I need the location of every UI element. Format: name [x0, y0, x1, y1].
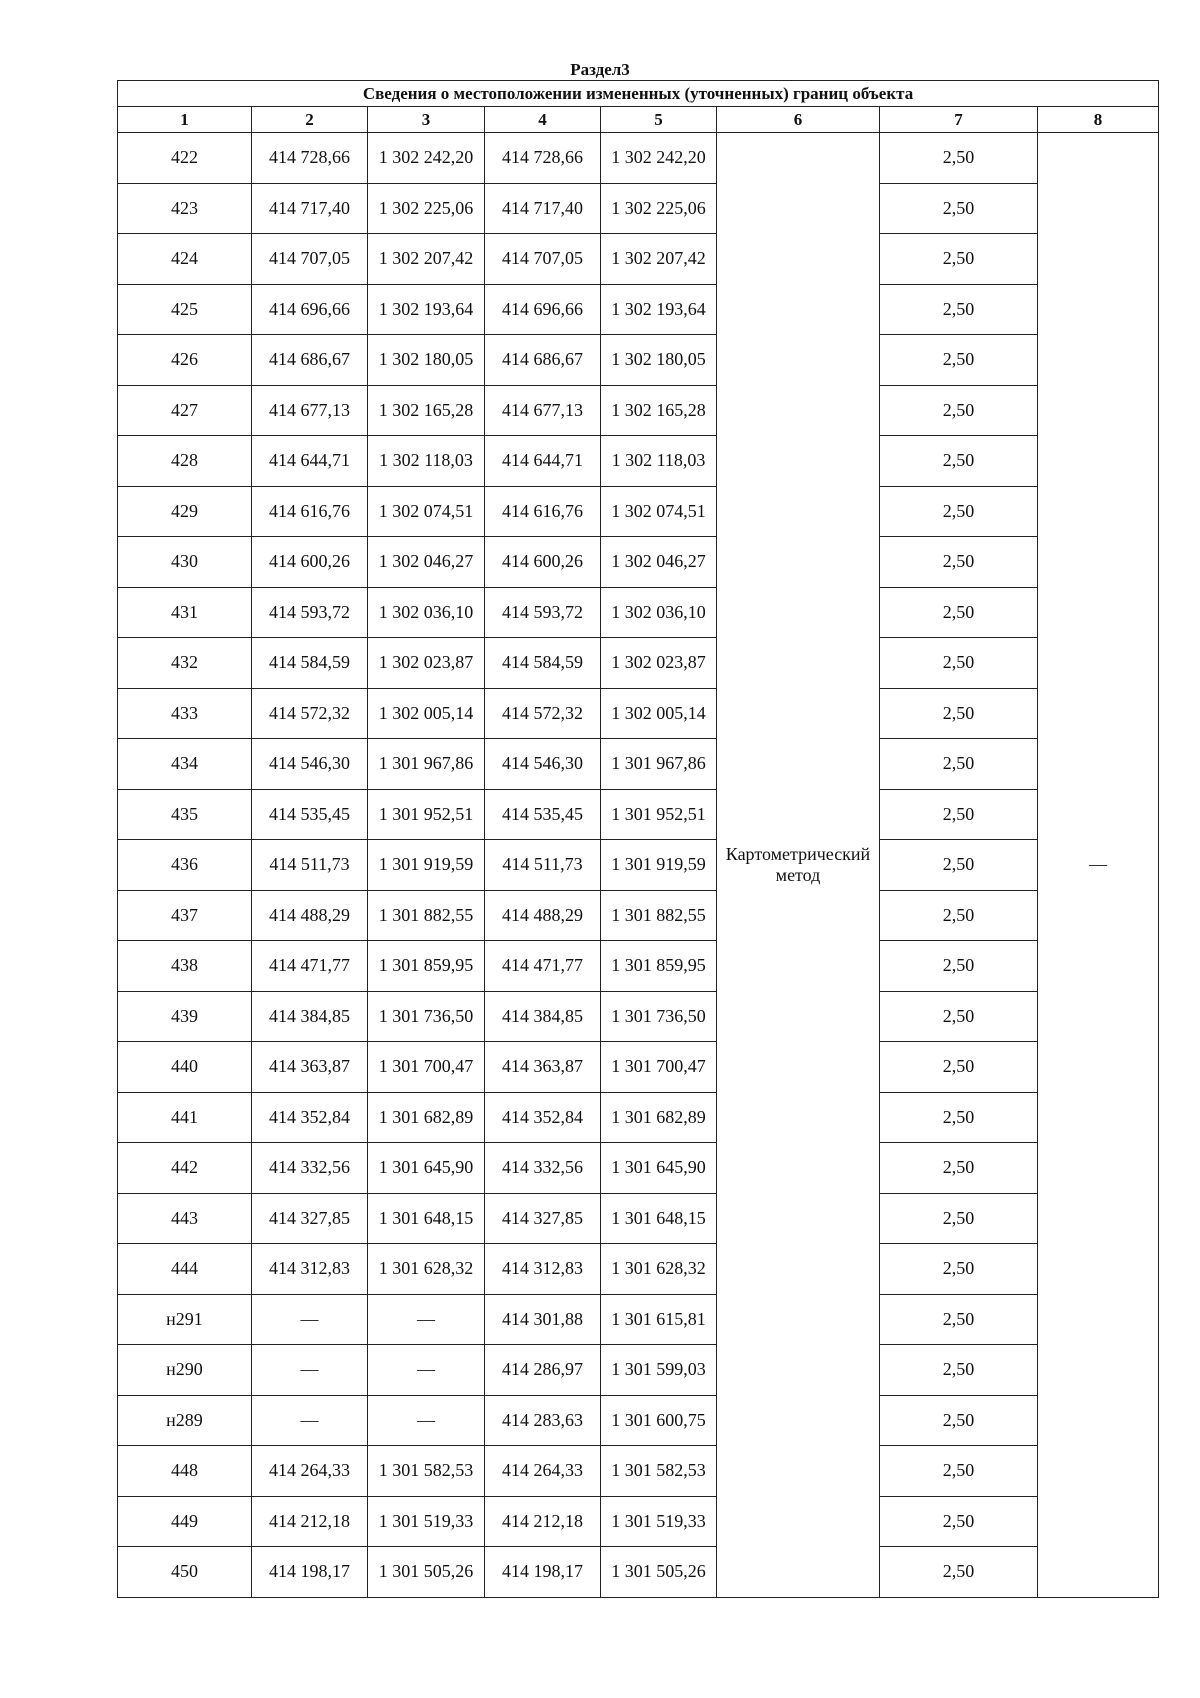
x-updated-cell: 414 283,63 [485, 1395, 601, 1446]
x-updated-cell: 414 384,85 [485, 991, 601, 1042]
table-row [118, 1446, 1159, 1497]
table-row [118, 991, 1159, 1042]
column-number-6: 6 [717, 107, 880, 133]
y-existing-cell: 1 302 036,10 [368, 587, 485, 638]
column-number-2: 2 [252, 107, 368, 133]
table-row [118, 840, 1159, 891]
table-row [118, 739, 1159, 790]
x-existing-cell: 414 312,83 [252, 1244, 368, 1295]
point-id-cell: н290 [118, 1345, 252, 1396]
x-existing-cell: 414 717,40 [252, 183, 368, 234]
y-updated-cell: 1 302 005,14 [601, 688, 717, 739]
accuracy-cell: 2,50 [880, 1294, 1038, 1345]
y-existing-cell: 1 302 118,03 [368, 436, 485, 487]
accuracy-cell: 2,50 [880, 183, 1038, 234]
y-updated-cell: 1 302 225,06 [601, 183, 717, 234]
x-existing-cell: 414 363,87 [252, 1042, 368, 1093]
table-row [118, 1092, 1159, 1143]
y-updated-cell: 1 302 207,42 [601, 234, 717, 285]
y-updated-cell: 1 302 180,05 [601, 335, 717, 386]
x-existing-cell: 414 677,13 [252, 385, 368, 436]
table-row [118, 133, 1159, 184]
table-row [118, 335, 1159, 386]
y-updated-cell: 1 302 242,20 [601, 133, 717, 184]
y-updated-cell: 1 301 700,47 [601, 1042, 717, 1093]
x-updated-cell: 414 363,87 [485, 1042, 601, 1093]
y-updated-cell: 1 301 645,90 [601, 1143, 717, 1194]
point-id-cell: 439 [118, 991, 252, 1042]
x-existing-cell: 414 352,84 [252, 1092, 368, 1143]
y-updated-cell: 1 302 036,10 [601, 587, 717, 638]
table-row [118, 1547, 1159, 1598]
table-row [118, 1345, 1159, 1396]
y-updated-cell: 1 301 648,15 [601, 1193, 717, 1244]
x-updated-cell: 414 312,83 [485, 1244, 601, 1295]
point-id-cell: 435 [118, 789, 252, 840]
table-row [118, 638, 1159, 689]
x-updated-cell: 414 332,56 [485, 1143, 601, 1194]
x-existing-cell: 414 728,66 [252, 133, 368, 184]
y-updated-cell: 1 301 519,33 [601, 1496, 717, 1547]
y-updated-cell: 1 301 882,55 [601, 890, 717, 941]
point-id-cell: 450 [118, 1547, 252, 1598]
table-row [118, 1395, 1159, 1446]
column-number-4: 4 [485, 107, 601, 133]
point-id-cell: 437 [118, 890, 252, 941]
x-existing-cell: — [252, 1345, 368, 1396]
x-updated-cell: 414 677,13 [485, 385, 601, 436]
accuracy-cell: 2,50 [880, 1143, 1038, 1194]
x-existing-cell: 414 212,18 [252, 1496, 368, 1547]
y-existing-cell: 1 301 582,53 [368, 1446, 485, 1497]
point-id-cell: 443 [118, 1193, 252, 1244]
x-updated-cell: 414 593,72 [485, 587, 601, 638]
y-existing-cell: 1 301 967,86 [368, 739, 485, 790]
y-updated-cell: 1 302 074,51 [601, 486, 717, 537]
accuracy-cell: 2,50 [880, 789, 1038, 840]
point-id-cell: 432 [118, 638, 252, 689]
accuracy-cell: 2,50 [880, 385, 1038, 436]
accuracy-cell: 2,50 [880, 284, 1038, 335]
x-updated-cell: 414 352,84 [485, 1092, 601, 1143]
accuracy-cell: 2,50 [880, 1193, 1038, 1244]
x-updated-cell: 414 717,40 [485, 183, 601, 234]
point-id-cell: 440 [118, 1042, 252, 1093]
point-id-cell: н291 [118, 1294, 252, 1345]
y-updated-cell: 1 301 919,59 [601, 840, 717, 891]
accuracy-cell: 2,50 [880, 991, 1038, 1042]
table-row [118, 284, 1159, 335]
point-id-cell: 448 [118, 1446, 252, 1497]
x-updated-cell: 414 511,73 [485, 840, 601, 891]
point-id-cell: 436 [118, 840, 252, 891]
y-existing-cell: 1 301 736,50 [368, 991, 485, 1042]
column-number-3: 3 [368, 107, 485, 133]
point-id-cell: 423 [118, 183, 252, 234]
y-existing-cell: 1 302 207,42 [368, 234, 485, 285]
x-updated-cell: 414 488,29 [485, 890, 601, 941]
y-updated-cell: 1 302 193,64 [601, 284, 717, 335]
point-id-cell: 444 [118, 1244, 252, 1295]
x-updated-cell: 414 198,17 [485, 1547, 601, 1598]
accuracy-cell: 2,50 [880, 335, 1038, 386]
column-number-1: 1 [118, 107, 252, 133]
point-id-cell: н289 [118, 1395, 252, 1446]
accuracy-cell: 2,50 [880, 638, 1038, 689]
y-existing-cell: 1 301 505,26 [368, 1547, 485, 1598]
table-row [118, 385, 1159, 436]
accuracy-cell: 2,50 [880, 688, 1038, 739]
y-existing-cell: 1 302 165,28 [368, 385, 485, 436]
accuracy-cell: 2,50 [880, 1042, 1038, 1093]
accuracy-cell: 2,50 [880, 739, 1038, 790]
table-row [118, 1244, 1159, 1295]
y-existing-cell: 1 301 648,15 [368, 1193, 485, 1244]
accuracy-cell: 2,50 [880, 234, 1038, 285]
y-updated-cell: 1 301 600,75 [601, 1395, 717, 1446]
x-updated-cell: 414 696,66 [485, 284, 601, 335]
table-row [118, 1294, 1159, 1345]
x-updated-cell: 414 584,59 [485, 638, 601, 689]
section-heading: Раздел3 [570, 60, 630, 79]
x-existing-cell: 414 584,59 [252, 638, 368, 689]
table-row [118, 1143, 1159, 1194]
table-row [118, 587, 1159, 638]
accuracy-cell: 2,50 [880, 1547, 1038, 1598]
point-id-cell: 429 [118, 486, 252, 537]
note-cell: — [1038, 133, 1159, 1598]
y-existing-cell: 1 302 225,06 [368, 183, 485, 234]
x-existing-cell: 414 535,45 [252, 789, 368, 840]
y-updated-cell: 1 301 615,81 [601, 1294, 717, 1345]
table-row [118, 789, 1159, 840]
y-existing-cell: 1 301 882,55 [368, 890, 485, 941]
table-row [118, 1042, 1159, 1093]
point-id-cell: 426 [118, 335, 252, 386]
x-updated-cell: 414 616,76 [485, 486, 601, 537]
accuracy-cell: 2,50 [880, 587, 1038, 638]
y-updated-cell: 1 301 682,89 [601, 1092, 717, 1143]
accuracy-cell: 2,50 [880, 840, 1038, 891]
y-existing-cell: 1 302 046,27 [368, 537, 485, 588]
determination-method-cell: Картометрический метод [717, 133, 880, 1598]
y-existing-cell: 1 301 519,33 [368, 1496, 485, 1547]
table-row [118, 688, 1159, 739]
table-row [118, 234, 1159, 285]
y-existing-cell: 1 302 074,51 [368, 486, 485, 537]
x-existing-cell: 414 600,26 [252, 537, 368, 588]
x-existing-cell: 414 686,67 [252, 335, 368, 386]
y-existing-cell: 1 302 193,64 [368, 284, 485, 335]
x-updated-cell: 414 644,71 [485, 436, 601, 487]
x-existing-cell: 414 696,66 [252, 284, 368, 335]
x-existing-cell: — [252, 1395, 368, 1446]
y-existing-cell: 1 301 628,32 [368, 1244, 485, 1295]
x-updated-cell: 414 707,05 [485, 234, 601, 285]
x-updated-cell: 414 212,18 [485, 1496, 601, 1547]
x-existing-cell: 414 616,76 [252, 486, 368, 537]
point-id-cell: 441 [118, 1092, 252, 1143]
x-updated-cell: 414 728,66 [485, 133, 601, 184]
y-updated-cell: 1 301 505,26 [601, 1547, 717, 1598]
accuracy-cell: 2,50 [880, 1446, 1038, 1497]
point-id-cell: 424 [118, 234, 252, 285]
y-updated-cell: 1 301 736,50 [601, 991, 717, 1042]
accuracy-cell: 2,50 [880, 436, 1038, 487]
accuracy-cell: 2,50 [880, 1345, 1038, 1396]
boundary-coordinates-table [117, 80, 1159, 1598]
accuracy-cell: 2,50 [880, 1395, 1038, 1446]
point-id-cell: 431 [118, 587, 252, 638]
table-row [118, 537, 1159, 588]
y-updated-cell: 1 301 967,86 [601, 739, 717, 790]
y-updated-cell: 1 301 628,32 [601, 1244, 717, 1295]
accuracy-cell: 2,50 [880, 941, 1038, 992]
x-updated-cell: 414 286,97 [485, 1345, 601, 1396]
point-id-cell: 427 [118, 385, 252, 436]
y-existing-cell: 1 301 859,95 [368, 941, 485, 992]
point-id-cell: 433 [118, 688, 252, 739]
column-number-7: 7 [880, 107, 1038, 133]
x-updated-cell: 414 686,67 [485, 335, 601, 386]
x-updated-cell: 414 600,26 [485, 537, 601, 588]
y-existing-cell: — [368, 1395, 485, 1446]
x-updated-cell: 414 546,30 [485, 739, 601, 790]
table-row [118, 1496, 1159, 1547]
x-existing-cell: — [252, 1294, 368, 1345]
y-updated-cell: 1 301 859,95 [601, 941, 717, 992]
x-existing-cell: 414 384,85 [252, 991, 368, 1042]
x-existing-cell: 414 546,30 [252, 739, 368, 790]
y-existing-cell: 1 302 005,14 [368, 688, 485, 739]
y-existing-cell: — [368, 1294, 485, 1345]
accuracy-cell: 2,50 [880, 133, 1038, 184]
x-existing-cell: 414 572,32 [252, 688, 368, 739]
point-id-cell: 428 [118, 436, 252, 487]
column-number-8: 8 [1038, 107, 1159, 133]
y-updated-cell: 1 302 046,27 [601, 537, 717, 588]
accuracy-cell: 2,50 [880, 1244, 1038, 1295]
table-row [118, 941, 1159, 992]
x-existing-cell: 414 488,29 [252, 890, 368, 941]
x-updated-cell: 414 264,33 [485, 1446, 601, 1497]
table-row [118, 1193, 1159, 1244]
x-existing-cell: 414 471,77 [252, 941, 368, 992]
table-row [118, 436, 1159, 487]
y-existing-cell: 1 301 645,90 [368, 1143, 485, 1194]
x-existing-cell: 414 593,72 [252, 587, 368, 638]
accuracy-cell: 2,50 [880, 537, 1038, 588]
point-id-cell: 438 [118, 941, 252, 992]
y-existing-cell: 1 302 242,20 [368, 133, 485, 184]
accuracy-cell: 2,50 [880, 1496, 1038, 1547]
y-updated-cell: 1 302 118,03 [601, 436, 717, 487]
point-id-cell: 442 [118, 1143, 252, 1194]
point-id-cell: 425 [118, 284, 252, 335]
point-id-cell: 422 [118, 133, 252, 184]
table-row [118, 890, 1159, 941]
accuracy-cell: 2,50 [880, 1092, 1038, 1143]
y-existing-cell: 1 302 023,87 [368, 638, 485, 689]
x-updated-cell: 414 471,77 [485, 941, 601, 992]
y-updated-cell: 1 302 165,28 [601, 385, 717, 436]
x-existing-cell: 414 264,33 [252, 1446, 368, 1497]
x-updated-cell: 414 301,88 [485, 1294, 601, 1345]
column-number-5: 5 [601, 107, 717, 133]
x-updated-cell: 414 572,32 [485, 688, 601, 739]
y-updated-cell: 1 302 023,87 [601, 638, 717, 689]
point-id-cell: 434 [118, 739, 252, 790]
x-existing-cell: 414 511,73 [252, 840, 368, 891]
y-existing-cell: — [368, 1345, 485, 1396]
y-updated-cell: 1 301 582,53 [601, 1446, 717, 1497]
table-row [118, 183, 1159, 234]
accuracy-cell: 2,50 [880, 890, 1038, 941]
y-existing-cell: 1 301 682,89 [368, 1092, 485, 1143]
x-updated-cell: 414 535,45 [485, 789, 601, 840]
y-updated-cell: 1 301 599,03 [601, 1345, 717, 1396]
y-existing-cell: 1 301 952,51 [368, 789, 485, 840]
y-existing-cell: 1 302 180,05 [368, 335, 485, 386]
x-existing-cell: 414 327,85 [252, 1193, 368, 1244]
x-existing-cell: 414 644,71 [252, 436, 368, 487]
y-existing-cell: 1 301 700,47 [368, 1042, 485, 1093]
table-row [118, 486, 1159, 537]
x-existing-cell: 414 332,56 [252, 1143, 368, 1194]
table-title: Сведения о местоположении измененных (уточненных) границ объекта [118, 81, 1159, 107]
point-id-cell: 430 [118, 537, 252, 588]
accuracy-cell: 2,50 [880, 486, 1038, 537]
x-existing-cell: 414 198,17 [252, 1547, 368, 1598]
point-id-cell: 449 [118, 1496, 252, 1547]
y-existing-cell: 1 301 919,59 [368, 840, 485, 891]
x-existing-cell: 414 707,05 [252, 234, 368, 285]
x-updated-cell: 414 327,85 [485, 1193, 601, 1244]
y-updated-cell: 1 301 952,51 [601, 789, 717, 840]
